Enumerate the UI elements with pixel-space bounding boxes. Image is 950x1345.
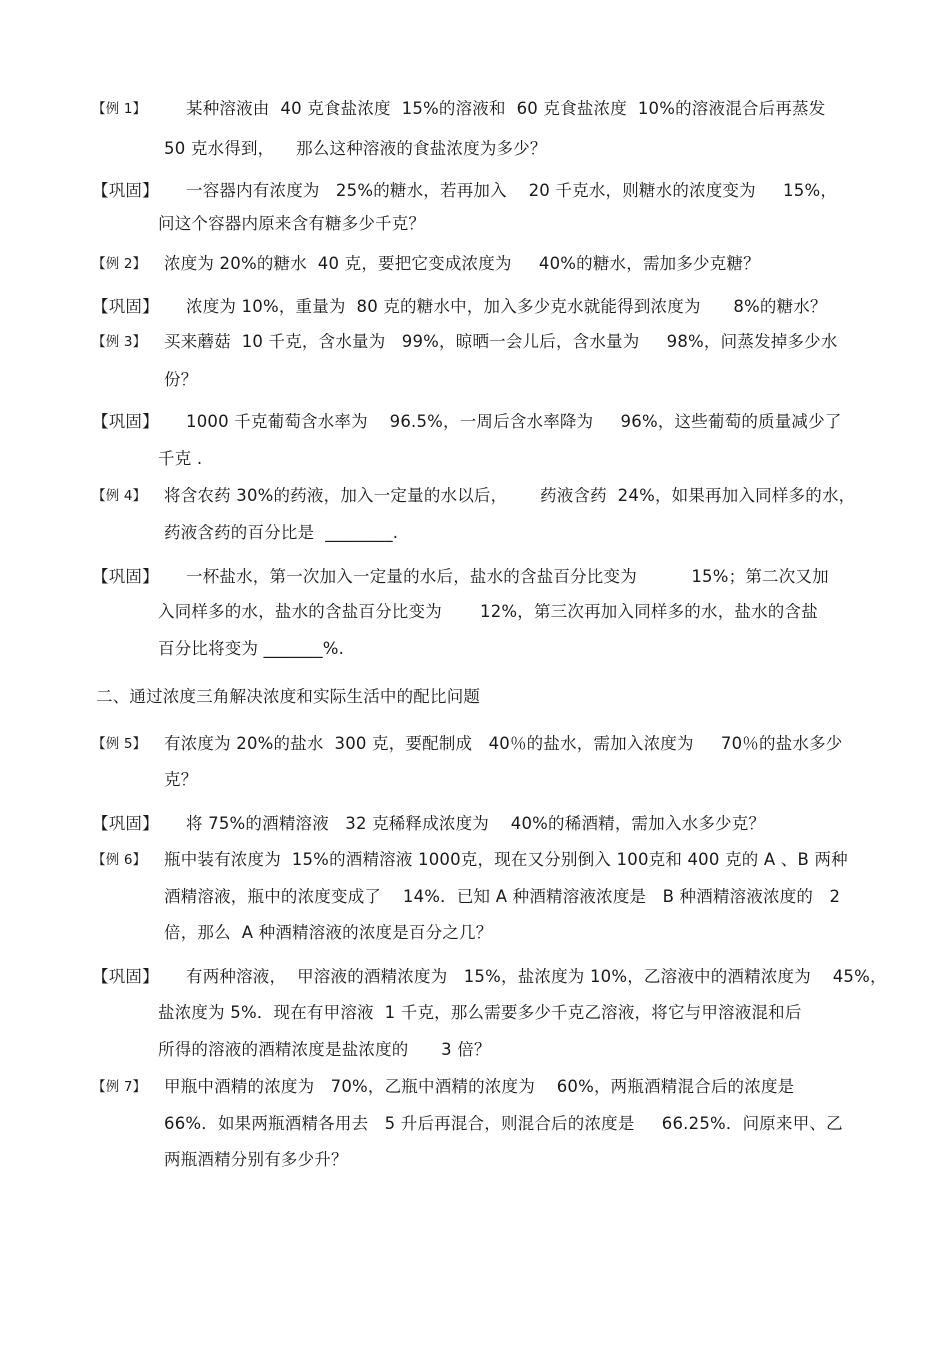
problem-line: 有两种溶液， 甲溶液的酒精浓度为 15%，盐浓度为 10%，乙溶液中的酒精浓度为 45%，: [186, 967, 887, 986]
problem-tag: 【例 3】: [92, 334, 147, 350]
problem-line: 一容器内有浓度为 25%的糖水，若再加入 20 千克水，则糖水的浓度变为 15%，: [186, 181, 838, 200]
problem-tag: 【巩固】: [92, 297, 159, 316]
problem-tag: 【例 2】: [92, 256, 147, 272]
problem-tag: 【例 4】: [92, 488, 147, 504]
problem-line: 千克 .: [158, 449, 203, 468]
problem-line: 酒精溶液，瓶中的浓度变成了 14%．已知 A 种酒精溶液浓度是 B 种酒精溶液浓度的 2: [164, 887, 841, 906]
problem-line: 某种溶液由 40 克食盐浓度 15%的溶液和 60 克食盐浓度 10%的溶液混合后再蒸发: [186, 99, 826, 118]
problem-tag: 【巩固】: [92, 181, 159, 200]
problem-line: 百分比将变为 _______%.: [158, 639, 345, 658]
problem-tag: 【巩固】: [92, 567, 159, 586]
problem-tag: 【例 1】: [92, 101, 147, 117]
problem-line: 盐浓度为 5%．现在有甲溶液 1 千克，那么需要多少千克乙溶液，将它与甲溶液混和后: [158, 1003, 802, 1022]
problem-line: 50 克水得到， 那么这种溶液的食盐浓度为多少？: [164, 139, 547, 158]
problem-line: 克？: [164, 770, 198, 789]
problem-line: 将含农药 30%的药液，加入一定量的水以后， 药液含药 24%，如果再加入同样多的水，: [164, 486, 856, 505]
problem-line: 倍，那么 A 种酒精溶液的浓度是百分之几？: [164, 923, 493, 942]
problem-line: 将 75%的酒精溶液 32 克稀释成浓度为 40%的稀酒精，需加入水多少克？: [186, 814, 766, 833]
problem-line: 两瓶酒精分别有多少升？: [164, 1150, 348, 1169]
problem-line: 瓶中装有浓度为 15%的酒精溶液 1000克，现在又分别倒入 100克和 400 克的 A 、B 两种: [164, 850, 848, 869]
problem-line: 浓度为 10%，重量为 80 克的糖水中，加入多少克水就能得到浓度为 8%的糖水？: [186, 297, 827, 316]
problem-line: 1000 千克葡萄含水率为 96.5%，一周后含水率降为 96%，这些葡萄的质量减少了: [186, 412, 842, 431]
problem-tag: 【例 5】: [92, 736, 147, 752]
problem-line: 所得的溶液的酒精浓度是盐浓度的 3 倍？: [158, 1040, 491, 1059]
problem-line: 入同样多的水，盐水的含盐百分比变为 12%，第三次再加入同样多的水，盐水的含盐: [158, 602, 818, 621]
problem-tag: 【巩固】: [92, 412, 159, 431]
problem-line: 买来蘑菇 10 千克，含水量为 99%，晾晒一会儿后，含水量为 98%，问蒸发掉多少水: [164, 332, 838, 351]
problem-tag: 【巩固】: [92, 814, 159, 833]
problem-tag: 【巩固】: [92, 967, 159, 986]
problem-line: 浓度为 20%的糖水 40 克，要把它变成浓度为 40%的糖水，需加多少克糖？: [164, 254, 760, 273]
problem-tag: 【例 6】: [92, 852, 147, 868]
problem-line: 甲瓶中酒精的浓度为 70%，乙瓶中酒精的浓度为 60%，两瓶酒精混合后的浓度是: [164, 1077, 795, 1096]
problem-line: 份？: [164, 370, 198, 389]
problem-line: 有浓度为 20%的盐水 300 克，要配制成 40％的盐水，需加入浓度为 70％的盐水多少: [164, 734, 843, 753]
problem-line: 一杯盐水，第一次加入一定量的水后，盐水的含盐百分比变为 15%；第二次又加: [186, 567, 829, 586]
problem-line: 问这个容器内原来含有糖多少千克？: [158, 214, 426, 233]
problem-line: 66%．如果两瓶酒精各用去 5 升后再混合，则混合后的浓度是 66.25%．问原来甲、乙: [164, 1114, 843, 1133]
problem-tag: 【例 7】: [92, 1079, 147, 1095]
problem-line: 药液含药的百分比是 ________.: [164, 523, 399, 542]
section-heading: 二、通过浓度三角解决浓度和实际生活中的配比问题: [96, 687, 481, 706]
